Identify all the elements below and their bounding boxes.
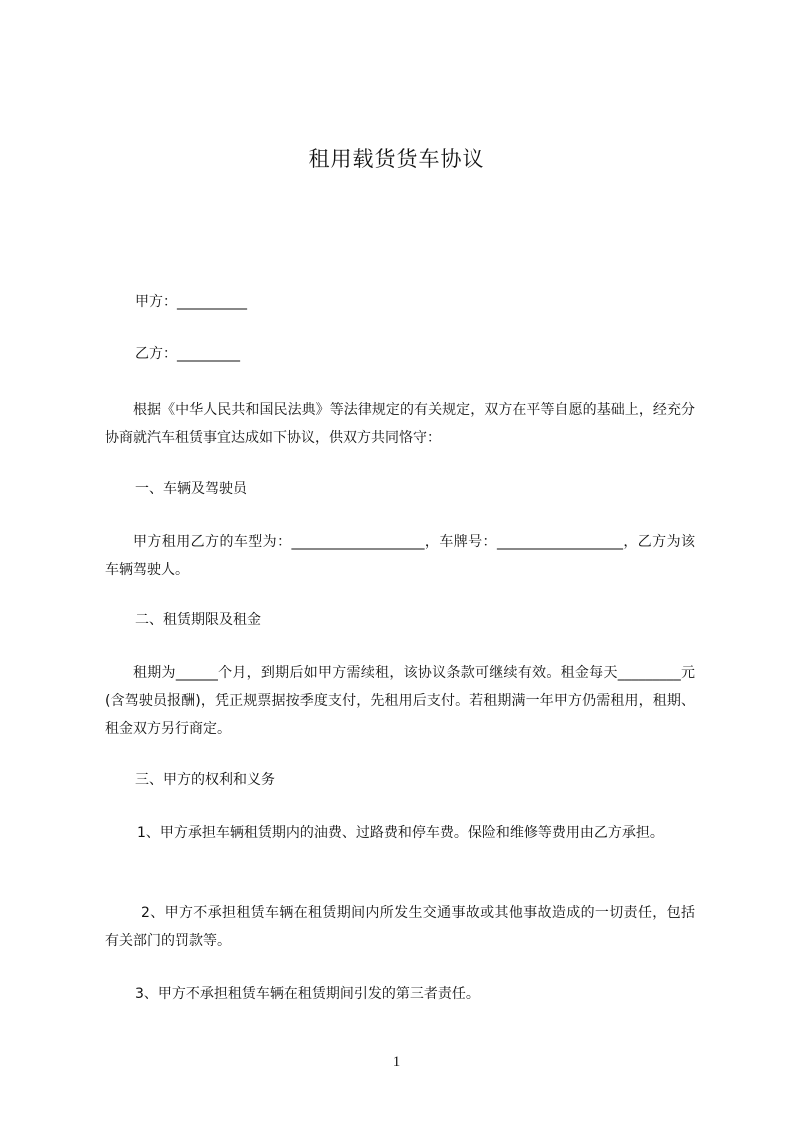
section2-heading: 二、租赁期限及租金 [135, 612, 261, 628]
intro-paragraph: 根据《中华人民共和国民法典》等法律规定的有关规定，双方在平等自愿的基础上，经充分协商就汽车租赁事宜达成如下协议，供双方共同恪守： [105, 402, 695, 446]
document-title: 租用载货货车协议 [308, 147, 485, 171]
section3-item-1: 1、甲方承担车辆租赁期内的油费、过路费和停车费。保险和维修等费用由乙方承担。 [137, 825, 664, 841]
section1-heading: 一、车辆及驾驶员 [135, 481, 247, 497]
section3-item-3: 3、甲方不承担租赁车辆在租赁期间引发的第三者责任。 [135, 986, 480, 1002]
section3-item-2: 2、甲方不承担租赁车辆在租赁期间内所发生交通事故或其他事故造成的一切责任，包括有关部门的罚款等。 [105, 905, 695, 949]
page-number: 1 [392, 1054, 401, 1070]
section3-heading: 三、甲方的权利和义务 [135, 772, 275, 788]
party-a-line: 甲方：__________ [135, 294, 247, 310]
party-b-line: 乙方：_________ [135, 346, 240, 362]
section2-paragraph: 租期为______个月，到期后如甲方需续租，该协议条款可继续有效。租金每天_________元(含驾驶员报酬)，凭正规票据按季度支付，先租用后支付。若租期满一年甲方仍需租用，租期、租金双方另行商定。 [105, 665, 695, 737]
section1-paragraph: 甲方租用乙方的车型为：___________________，车牌号：__________________，乙方为该车辆驾驶人。 [105, 534, 695, 578]
